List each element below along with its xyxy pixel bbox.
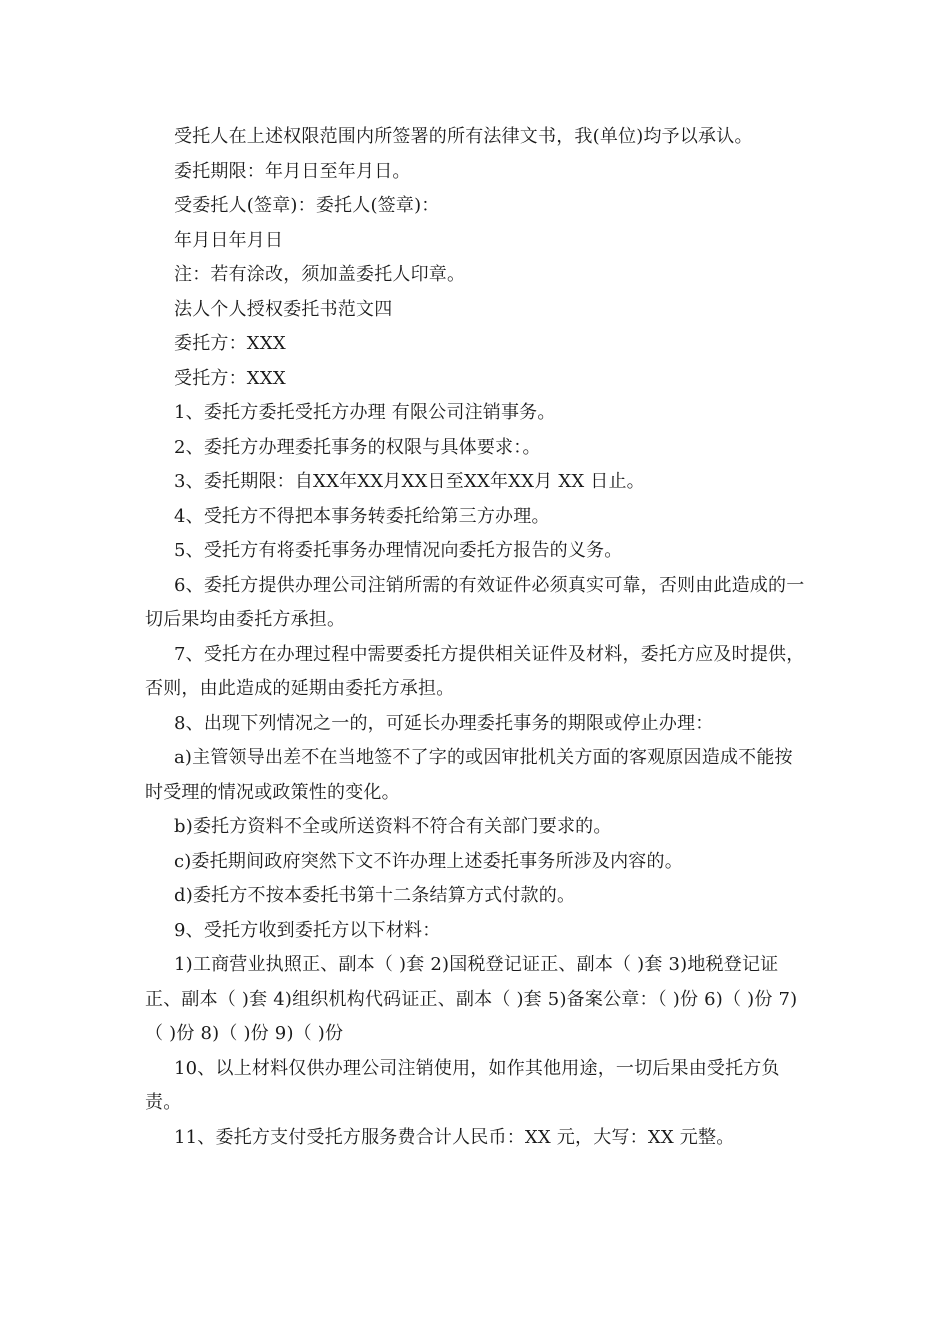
paragraph-signatures: 受委托人(签章)：委托人(签章)： xyxy=(174,195,440,216)
clause-9-materials-list: 1)工商营业执照正、副本（ )套 2)国税登记证正、副本（ )套 3)地税登记证正、副本（ )套 4)组织机构代码证正、副本（ )套 5)备案公章：（ )份 6)（ )份 7)（ )份 8)（ )份 9)（ )份 xyxy=(145,954,798,1044)
clause-8-item-d: d)委托方不按本委托书第十二条结算方式付款的。 xyxy=(174,885,576,906)
paragraph-note: 注：若有涂改，须加盖委托人印章。 xyxy=(174,264,466,285)
clause-8-item-b: b)委托方资料不全或所送资料不符合有关部门要求的。 xyxy=(174,816,612,837)
paragraph-acknowledgement: 受托人在上述权限范围内所签署的所有法律文书，我(单位)均予以承认。 xyxy=(174,126,753,147)
paragraph-agent: 受托方：XXX xyxy=(174,367,286,389)
clause-8: 8、出现下列情况之一的，可延长办理委托事务的期限或停止办理： xyxy=(174,712,714,734)
paragraph-principal: 委托方：XXX xyxy=(174,333,286,354)
clause-2: 2、委托方办理委托事务的权限与具体要求：。 xyxy=(174,436,541,458)
paragraph-term: 委托期限：年月日至年月日。 xyxy=(174,160,411,182)
clause-1: 1、委托方委托受托方办理 有限公司注销事务。 xyxy=(174,402,556,423)
clause-11: 11、委托方支付受托方服务费合计人民币：XX 元，大写：XX 元整。 xyxy=(174,1126,735,1148)
section-heading: 法人个人授权委托书范文四 xyxy=(174,298,393,320)
paragraph-signature-dates: 年月日年月日 xyxy=(174,229,284,251)
clause-7: 7、受托方在办理过程中需要委托方提供相关证件及材料，委托方应及时提供，否则，由此造成的延期由委托方承担。 xyxy=(145,643,805,699)
clause-8-item-c: c)委托期间政府突然下文不许办理上述委托事务所涉及内容的。 xyxy=(174,850,683,872)
clause-4: 4、受托方不得把本事务转委托给第三方办理。 xyxy=(174,505,550,527)
clause-8-item-a: a)主管领导出差不在当地签不了字的或因审批机关方面的客观原因造成不能按时受理的情况或政策性的变化。 xyxy=(145,747,793,803)
clause-9: 9、受托方收到委托方以下材料： xyxy=(174,919,441,941)
document-body xyxy=(145,120,807,1155)
clause-3: 3、委托期限：自XX年XX月XX日至XX年XX月 XX 日止。 xyxy=(174,471,645,492)
clause-5: 5、受托方有将委托事务办理情况向委托方报告的义务。 xyxy=(174,540,623,561)
clause-10: 10、以上材料仅供办理公司注销使用，如作其他用途，一切后果由受托方负责。 xyxy=(145,1057,780,1113)
clause-6: 6、委托方提供办理公司注销所需的有效证件必须真实可靠，否则由此造成的一切后果均由委托方承担。 xyxy=(145,574,805,630)
